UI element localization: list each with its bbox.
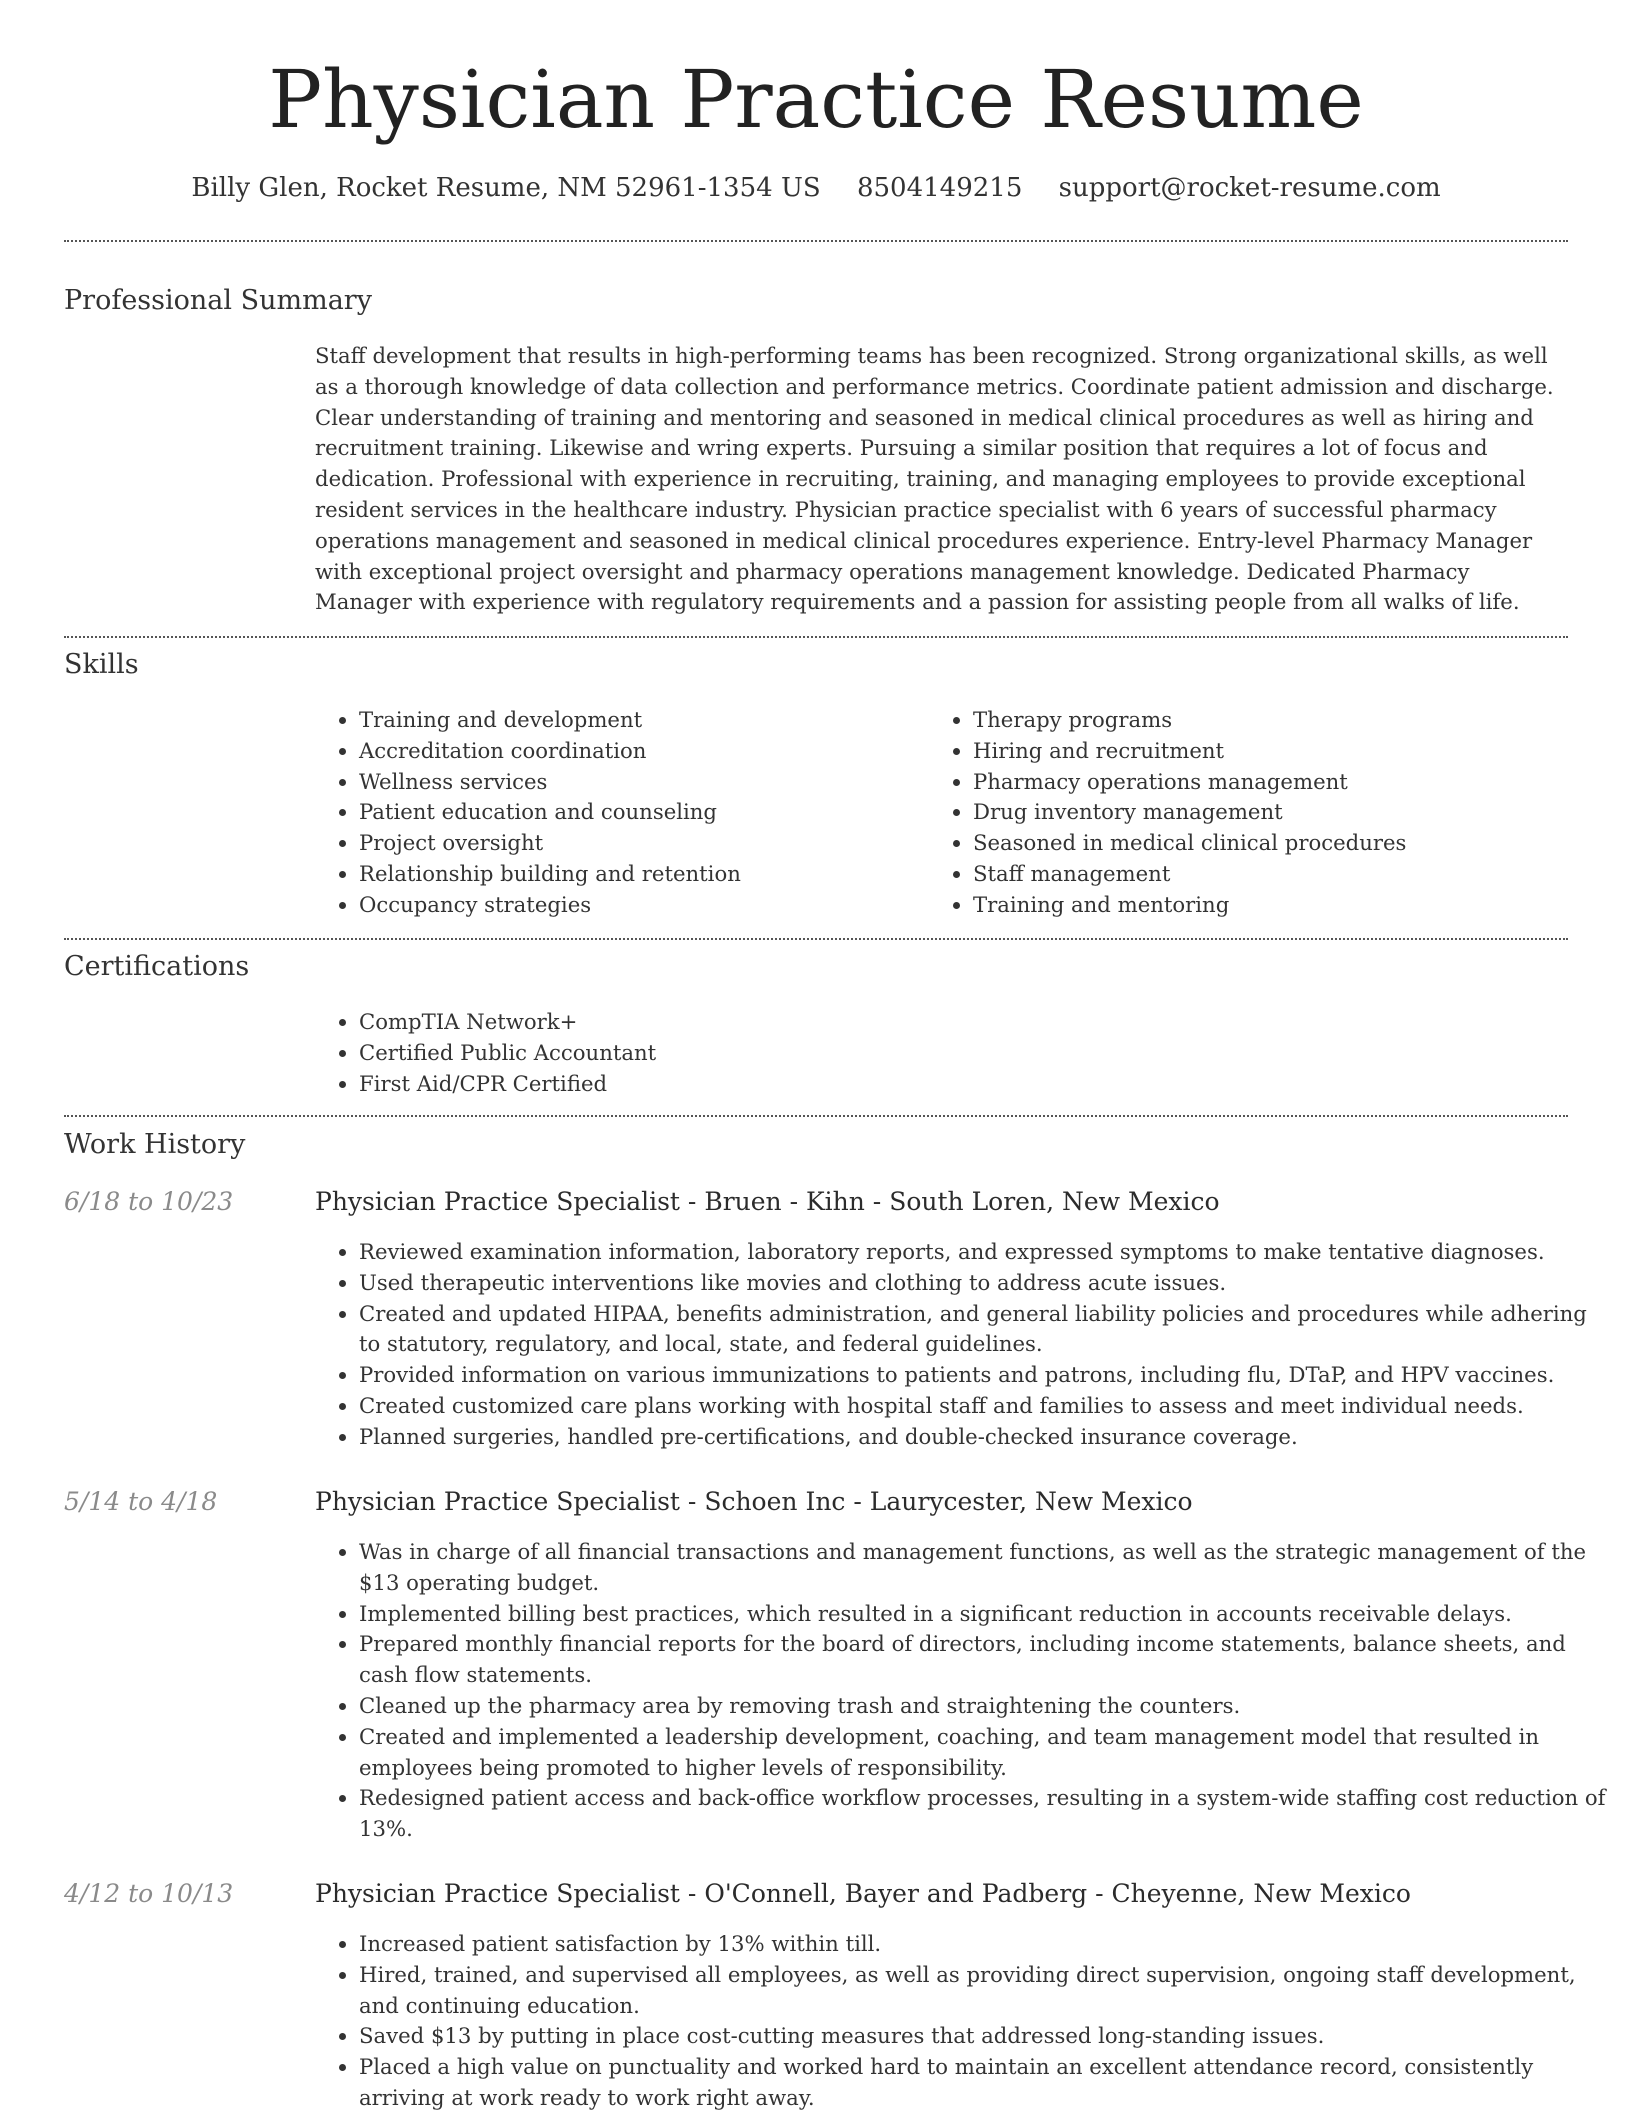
work-history-heading: Work History — [64, 1129, 246, 1160]
skill-item: • Training and development — [359, 705, 919, 736]
skill-item: • Occupancy strategies — [359, 890, 919, 921]
skills-list-right — [929, 705, 1603, 921]
job-bullet: • Saved $13 by putting in place cost-cutting measures that addressed long-standing issues. — [359, 2021, 1609, 2052]
job-title: Physician Practice Specialist - Schoen Inc - Laurycester, New Mexico — [315, 1487, 1193, 1516]
section-divider — [64, 636, 1568, 638]
summary-heading: Professional Summary — [64, 285, 372, 316]
job-bullet: • Prepared monthly financial reports for the board of directors, including income statements, balance sheets, and cash flow statements. — [359, 1629, 1609, 1691]
job-bullet: • Created and updated HIPAA, benefits administration, and general liability policies and procedures while adhering to statutory, regulatory, and local, state, and federal guidelines. — [359, 1299, 1609, 1361]
job-bullet: • Was in charge of all financial transactions and management functions, as well as the strategic management of the $13 operating budget. — [359, 1537, 1609, 1599]
certifications-heading: Certifications — [64, 951, 250, 982]
skill-item: • Therapy programs — [973, 705, 1603, 736]
skill-item: • Patient education and counseling — [359, 797, 919, 828]
job-bullet: • Implemented billing best practices, which resulted in a significant reduction in accounts receivable delays. — [359, 1599, 1609, 1630]
skill-item: • Drug inventory management — [973, 797, 1603, 828]
job-bullet: • Hired, trained, and supervised all employees, as well as providing direct supervision, ongoing staff development, and continuing education. — [359, 1960, 1609, 2022]
contact-phone: 8504149215 — [856, 173, 1023, 203]
contact-email: support@rocket-resume.com — [1058, 173, 1441, 203]
skill-item: • Hiring and recruitment — [973, 736, 1603, 767]
section-divider — [64, 938, 1568, 940]
skill-item: • Pharmacy operations management — [973, 767, 1603, 798]
skills-heading: Skills — [64, 649, 139, 680]
summary-text: Staff development that results in high-performing teams has been recognized. Strong organizational skills, as well as a thorough knowledge of data collection and performance metrics. Coordinate patient admission and discharge. Clear understanding of training and mentoring and seasoned in medical clinical procedures as well as hiring and recruitment training. Likewise and wring experts. Pursuing a similar position that requires a lot of focus and dedication. Professional with experience in recruiting, training, and managing employees to provide exceptional resident services in the healthcare industry. Physician practice specialist with 6 years of successful pharmacy operations management and seasoned in medical clinical procedures experience. Entry-level Pharmacy Manager with exceptional project oversight and pharmacy operations management knowledge. Dedicated Pharmacy Manager with experience with regulatory requirements and a passion for assisting people from all walks of life. — [315, 343, 1554, 615]
skill-item: • Accreditation coordination — [359, 736, 919, 767]
skill-item: • Project oversight — [359, 828, 919, 859]
job-bullet: • Redesigned patient access and back-office workflow processes, resulting in a system-wide staffing cost reduction of 13%. — [359, 1783, 1609, 1845]
job-title: Physician Practice Specialist - O'Connell, Bayer and Padberg - Cheyenne, New Mexico — [315, 1879, 1411, 1908]
skill-item: • Seasoned in medical clinical procedures — [973, 828, 1603, 859]
section-divider — [64, 1115, 1568, 1117]
certification-item: • First Aid/CPR Certified — [359, 1069, 1609, 1100]
job-dates: 4/12 to 10/13 — [64, 1879, 234, 1908]
skill-item: • Training and mentoring — [973, 890, 1603, 921]
job-bullet: • Provided information on various immunizations to patients and patrons, including flu, DTaP, and HPV vaccines. — [359, 1360, 1609, 1391]
job-bullet: • Created and implemented a leadership development, coaching, and team management model that resulted in employees being promoted to higher levels of responsibility. — [359, 1722, 1609, 1784]
job-bullet: • Cleaned up the pharmacy area by removing trash and straightening the counters. — [359, 1691, 1609, 1722]
job-bullet: • Increased patient satisfaction by 13% within till. — [359, 1929, 1609, 1960]
section-divider — [64, 240, 1568, 242]
resume-title: Physician Practice Resume — [268, 53, 1364, 146]
skill-item: • Relationship building and retention — [359, 859, 919, 890]
job-bullets — [315, 1929, 1609, 2114]
job-bullet: • Placed a high value on punctuality and worked hard to maintain an excellent attendance record, consistently arriving at work ready to work right away. — [359, 2052, 1609, 2114]
job-dates: 6/18 to 10/23 — [64, 1187, 234, 1216]
skill-item: • Wellness services — [359, 767, 919, 798]
job-bullets — [315, 1237, 1609, 1453]
job-bullet: • Used therapeutic interventions like movies and clothing to address acute issues. — [359, 1268, 1609, 1299]
certifications-list — [315, 1007, 1609, 1099]
contact-line — [0, 170, 1632, 206]
contact-address: Billy Glen, Rocket Resume, NM 52961-1354 US — [191, 173, 821, 203]
job-bullet: • Reviewed examination information, laboratory reports, and expressed symptoms to make tentative diagnoses. — [359, 1237, 1609, 1268]
job-bullet: • Planned surgeries, handled pre-certifications, and double-checked insurance coverage. — [359, 1422, 1609, 1453]
job-bullets — [315, 1537, 1609, 1845]
job-dates: 5/14 to 4/18 — [64, 1487, 218, 1516]
skill-item: • Staff management — [973, 859, 1603, 890]
skills-list-left — [315, 705, 919, 921]
job-title: Physician Practice Specialist - Bruen - Kihn - South Loren, New Mexico — [315, 1187, 1220, 1216]
job-bullet: • Created customized care plans working with hospital staff and families to assess and meet individual needs. — [359, 1391, 1609, 1422]
certification-item: • Certified Public Accountant — [359, 1038, 1609, 1069]
certification-item: • CompTIA Network+ — [359, 1007, 1609, 1038]
